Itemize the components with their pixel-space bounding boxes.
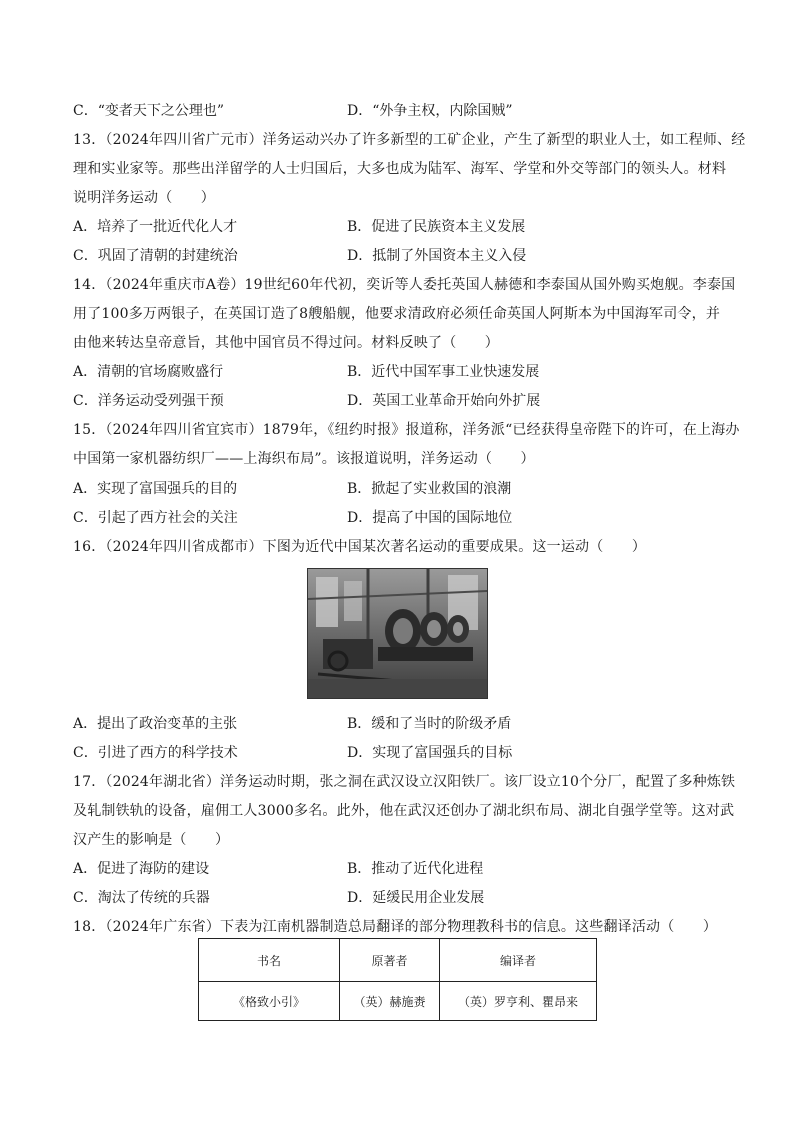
q15-option-c: C．引起了西方社会的关注 — [73, 510, 238, 526]
q17-stem-line-2: 及轧制铁轨的设备，雇佣工人3000多名。此外，他在武汉还创办了湖北织布局、湖北自强学堂等。这对武 — [73, 803, 735, 819]
q17-option-a: A．促进了海防的建设 — [73, 861, 210, 877]
q15-stem-line-1: 15．（2024年四川省宜宾市）1879年，《纽约时报》报道称，洋务派“已经获得皇帝陛下的许可，在上海办 — [73, 422, 740, 438]
table-header-book-title: 书名 — [199, 939, 340, 982]
q15-stem-line-2: 中国第一家机器纺织厂——上海织布局”。该报道说明，洋务运动（ ） — [73, 451, 535, 467]
q13-option-b: B．促进了民族资本主义发展 — [347, 219, 526, 235]
q17-option-b: B．推动了近代化进程 — [347, 861, 484, 877]
q17-stem-line-1: 17．（2024年湖北省）洋务运动时期，张之洞在武汉设立汉阳铁厂。该厂设立10个分厂，配置了多种炼铁 — [73, 774, 736, 790]
table-row — [199, 982, 597, 1021]
q18-stem-line-1: 18．（2024年广东省）下表为江南机器制造总局翻译的部分物理教科书的信息。这些翻译活动（ ） — [73, 919, 718, 935]
q16-stem-line-1: 16．（2024年四川省成都市）下图为近代中国某次著名运动的重要成果。这一运动（ ） — [73, 539, 647, 555]
q13-option-a: A．培养了一批近代化人才 — [73, 219, 238, 235]
q16-option-d: D．实现了富国强兵的目标 — [347, 745, 513, 761]
q14-option-c: C．洋务运动受列强干预 — [73, 393, 224, 409]
q13-stem-line-1: 13．（2024年四川省广元市）洋务运动兴办了许多新型的工矿企业，产生了新型的职业人士，如工程师、经 — [73, 132, 746, 148]
table-header-original-author: 原著者 — [340, 939, 440, 982]
q13-option-c: C．巩固了清朝的封建统治 — [73, 248, 238, 264]
q16-option-c: C．引进了西方的科学技术 — [73, 745, 238, 761]
translated-textbooks-table — [198, 938, 597, 1021]
q17-option-d: D．延缓民用企业发展 — [347, 890, 485, 906]
q16-option-a: A．提出了政治变革的主张 — [73, 716, 238, 732]
q17-stem-line-3: 汉产生的影响是（ ） — [73, 832, 230, 848]
q14-stem-line-3: 由他来转达皇帝意旨，其他中国官员不得过问。材料反映了（ ） — [73, 335, 499, 351]
q15-option-b: B．掀起了实业救国的浪潮 — [347, 481, 512, 497]
q16-option-b: B．缓和了当时的阶级矛盾 — [347, 716, 512, 732]
q13-option-d: D．抵制了外国资本主义入侵 — [347, 248, 527, 264]
q14-option-a: A．清朝的官场腐败盛行 — [73, 364, 224, 380]
q12-option-d: D．“外争主权，内除国贼” — [347, 103, 513, 119]
q15-option-a: A．实现了富国强兵的目的 — [73, 481, 238, 497]
table-cell-book-title: 《格致小引》 — [199, 982, 340, 1021]
table-header-row — [199, 939, 597, 982]
q17-option-c: C．淘汰了传统的兵器 — [73, 890, 210, 906]
q15-option-d: D．提高了中国的国际地位 — [347, 510, 513, 526]
factory-machinery-photo — [307, 568, 488, 699]
q14-option-d: D．英国工业革命开始向外扩展 — [347, 393, 541, 409]
q12-option-c: C．“变者天下之公理也” — [73, 103, 225, 119]
table-header-translator: 编译者 — [440, 939, 597, 982]
q14-stem-line-2: 用了100多万两银子，在英国订造了8艘船舰，他要求清政府必须任命英国人阿斯本为中国海军司令，并 — [73, 306, 721, 322]
q14-option-b: B．近代中国军事工业快速发展 — [347, 364, 540, 380]
table-cell-original-author: （英）赫施赉 — [340, 982, 440, 1021]
q14-stem-line-1: 14．（2024年重庆市A卷）19世纪60年代初，奕䜣等人委托英国人赫德和李泰国从国外购买炮舰。李泰国 — [73, 277, 736, 293]
q13-stem-line-2: 理和实业家等。那些出洋留学的人士归国后，大多也成为陆军、海军、学堂和外交等部门的领头人。材料 — [73, 161, 727, 177]
q13-stem-line-3: 说明洋务运动（ ） — [73, 190, 215, 206]
table-cell-translator: （英）罗亨利、瞿昂来 — [440, 982, 597, 1021]
